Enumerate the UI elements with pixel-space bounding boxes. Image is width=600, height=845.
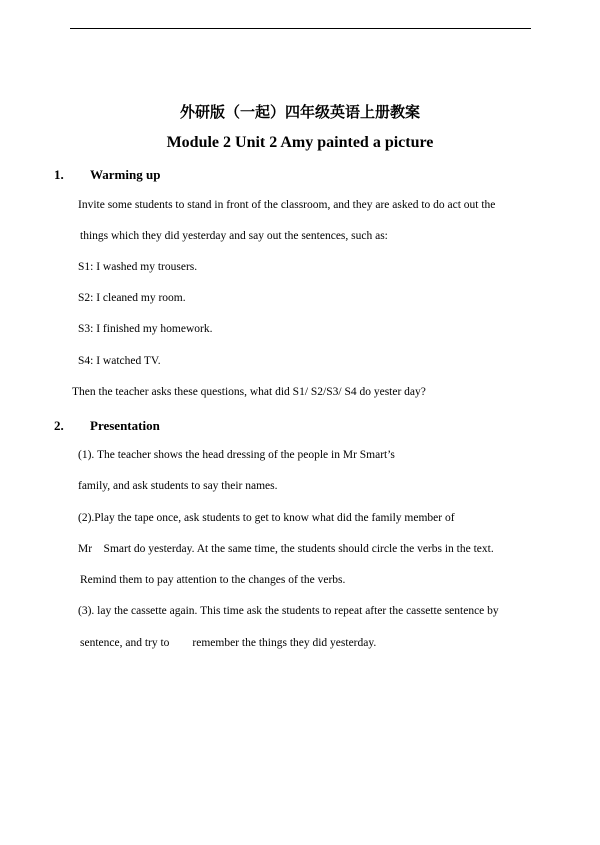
paragraph-line: Mr Smart do yesterday. At the same time, the students should circle the verbs in the text. [78,543,494,555]
document-title-chinese: 外研版（一起）四年级英语上册教案 [179,103,420,121]
example-line: S3: I finished my homework. [78,323,213,335]
header-rule [70,28,531,29]
paragraph-line: things which they did yesterday and say out the sentences, such as: [80,230,388,242]
paragraph-line: Invite some students to stand in front of the classroom, and they are asked to do act out the [78,199,496,211]
document-title-english: Module 2 Unit 2 Amy painted a picture [166,134,434,151]
paragraph-line: (3). lay the cassette again. This time ask the students to repeat after the cassette sentence by [78,605,499,617]
section-title: Presentation [90,418,160,433]
section-number: 2. [54,418,64,433]
paragraph-line: (1). The teacher shows the head dressing of the people in Mr Smart’s [78,449,395,461]
section-title: Warming up [90,167,161,182]
example-line: S4: I watched TV. [78,355,161,367]
example-line: S2: I cleaned my room. [78,292,186,304]
paragraph-line: Remind them to pay attention to the changes of the verbs. [80,574,346,586]
paragraph-line: Then the teacher asks these questions, what did S1/ S2/S3/ S4 do yester day? [72,386,426,398]
paragraph-line: sentence, and try to remember the things they did yesterday. [80,637,377,649]
section-number: 1. [54,167,64,182]
example-line: S1: I washed my trousers. [78,261,198,273]
paragraph-line: family, and ask students to say their names. [78,480,278,492]
paragraph-line: (2).Play the tape once, ask students to get to know what did the family member of [78,512,455,524]
